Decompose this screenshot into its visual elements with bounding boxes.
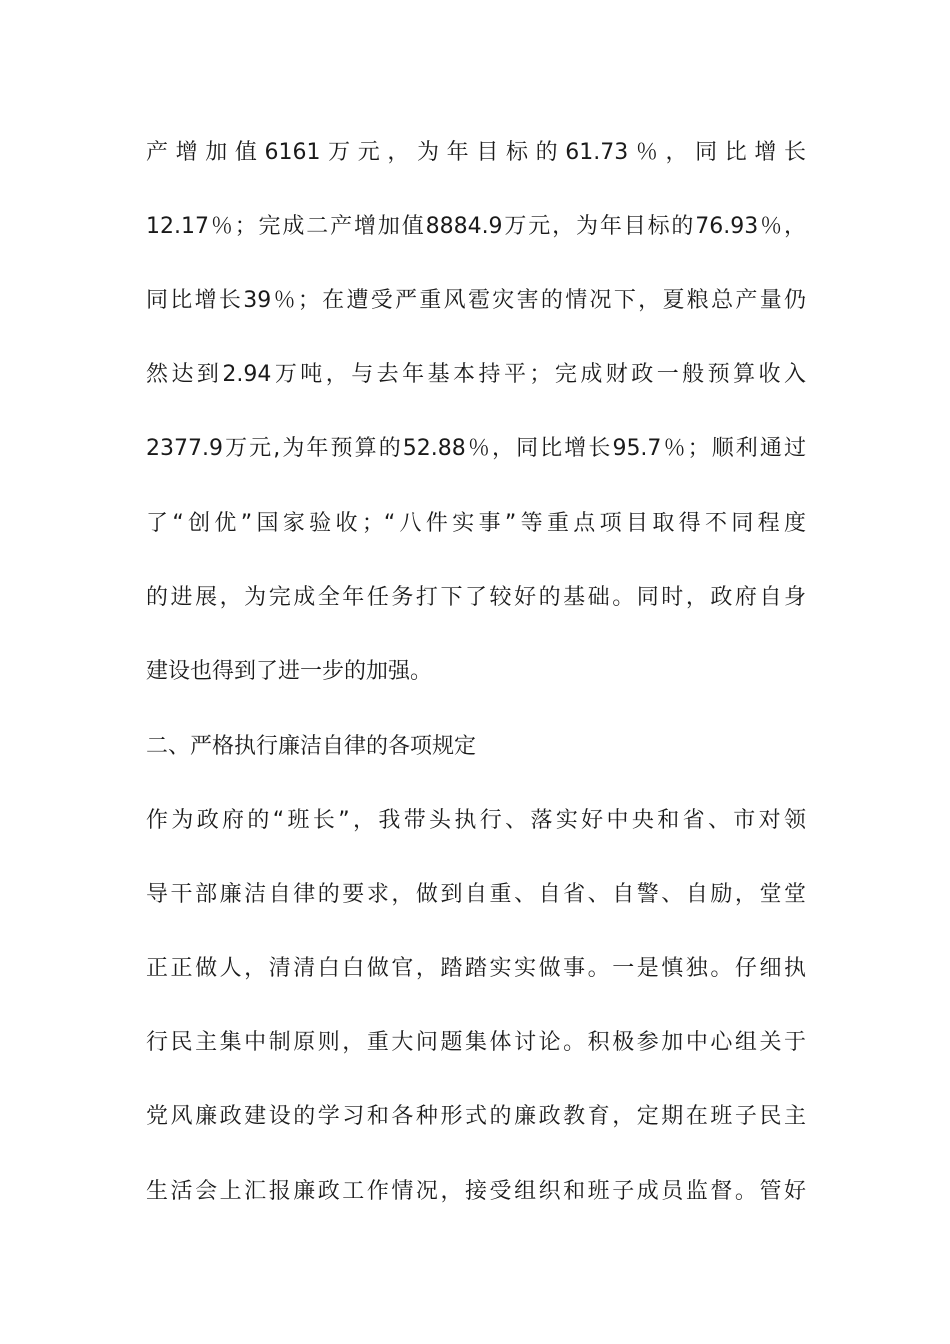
text-line: 了“创优”国家验收；“八件实事”等重点项目取得不同程度 xyxy=(146,511,806,536)
text-line: 2377.9万元,为年预算的52.88％，同比增长95.7％；顺利通过 xyxy=(146,436,806,461)
text-line-paragraph-end: 建设也得到了进一步的加强。 xyxy=(146,659,433,684)
text-line: 正正做人，清清白白做官，踏踏实实做事。一是慎独。仔细执 xyxy=(146,956,806,981)
text-line: 党风廉政建设的学习和各种形式的廉政教育，定期在班子民主 xyxy=(146,1104,806,1129)
text-line: 导干部廉洁自律的要求，做到自重、自省、自警、自励，堂堂 xyxy=(146,882,806,907)
text-line: 生活会上汇报廉政工作情况，接受组织和班子成员监督。管好 xyxy=(146,1179,806,1204)
text-line: 作为政府的“班长”，我带头执行、落实好中央和省、市对领 xyxy=(146,808,806,833)
text-line: 的进展，为完成全年任务打下了较好的基础。同时，政府自身 xyxy=(146,585,806,610)
text-line: 12.17％；完成二产增加值8884.9万元，为年目标的76.93％， xyxy=(146,214,806,239)
text-line: 行民主集中制原则，重大问题集体讨论。积极参加中心组关于 xyxy=(146,1030,806,1055)
text-line: 然达到2.94万吨，与去年基本持平；完成财政一般预算收入 xyxy=(146,362,806,387)
text-line: 同比增长39％；在遭受严重风雹灾害的情况下，夏粮总产量仍 xyxy=(146,288,806,313)
section-heading: 二、严格执行廉洁自律的各项规定 xyxy=(146,734,477,759)
text-line: 产增加值6161万元，为年目标的61.73％，同比增长 xyxy=(146,140,806,165)
